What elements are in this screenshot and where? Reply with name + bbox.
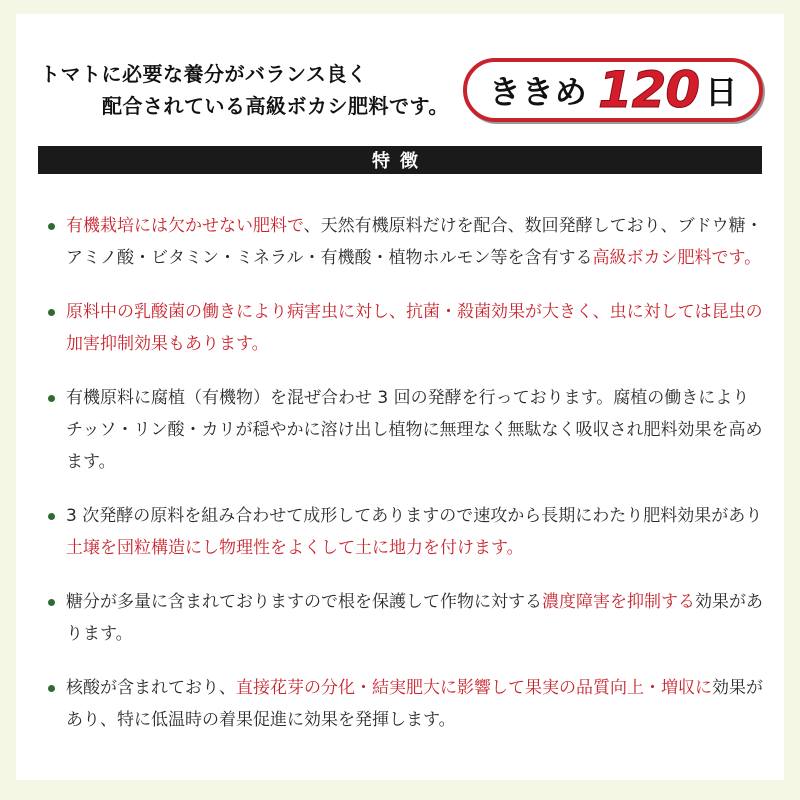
badge-kana: ききめ xyxy=(488,73,588,111)
feature-highlight-text: 濃度障害を抑制する xyxy=(542,592,695,612)
feature-item xyxy=(48,210,764,274)
bullet-dot-icon xyxy=(48,223,55,230)
bullet-dot-icon xyxy=(48,685,55,692)
feature-item xyxy=(48,672,764,736)
bullet-dot-icon xyxy=(48,513,55,520)
badge-unit: 日 xyxy=(705,73,738,111)
bullet-dot-icon xyxy=(48,395,55,402)
headline-line-2: 配合されている高級ボカシ肥料です。 xyxy=(102,94,449,118)
headline xyxy=(40,58,460,122)
headline-line-1: トマトに必要な養分がバランス良く xyxy=(40,62,368,86)
feature-list xyxy=(48,210,764,758)
feature-item xyxy=(48,382,764,478)
feature-highlight-text: 高級ボカシ肥料です。 xyxy=(592,248,762,268)
feature-text: 糖分が多量に含まれておりますので根を保護して作物に対する xyxy=(66,592,542,612)
feature-highlight-text: 直接花芽の分化・結実肥大に影響して果実の品質向上・増収に xyxy=(236,678,712,698)
bullet-dot-icon xyxy=(48,599,55,606)
feature-text: 、天然有機原料だけを配合、数回発酵しており、ブドウ糖・アミノ酸・ビタミン・ミネラル・有機酸・植物ホルモン等を含有する xyxy=(66,216,763,268)
feature-item xyxy=(48,296,764,360)
feature-text: 核酸が含まれており、 xyxy=(66,678,236,698)
feature-item xyxy=(48,586,764,650)
feature-text: 効果があります。 xyxy=(66,592,763,644)
feature-text: 効果があり、特に低温時の着果促進に効果を発揮します。 xyxy=(66,678,763,730)
feature-text: 有機原料に腐植（有機物）を混ぜ合わせ 3 回の発酵を行っております。腐植の働きによりチッソ・リン酸・カリが穏やかに溶け出し植物に無理なく無駄なく吸収され肥料効果を高めます。 xyxy=(66,388,763,472)
badge-number: 120 xyxy=(597,61,700,119)
duration-badge xyxy=(463,58,763,122)
bullet-dot-icon xyxy=(48,309,55,316)
section-title-bar xyxy=(38,146,762,174)
feature-text: 3 次発酵の原料を組み合わせて成形してありますので速攻から長期にわたり肥料効果があり xyxy=(66,506,763,526)
feature-item xyxy=(48,500,764,564)
feature-highlight-text: 原料中の乳酸菌の働きにより病害虫に対し、抗菌・殺菌効果が大きく、虫に対しては昆虫の加害抑制効果もあります。 xyxy=(66,302,763,354)
feature-highlight-text: 土壌を団粒構造にし物理性をよくして土に地力を付けます。 xyxy=(66,538,524,558)
section-title: 特徴 xyxy=(372,151,428,172)
feature-highlight-text: 有機栽培には欠かせない肥料で xyxy=(66,216,304,236)
